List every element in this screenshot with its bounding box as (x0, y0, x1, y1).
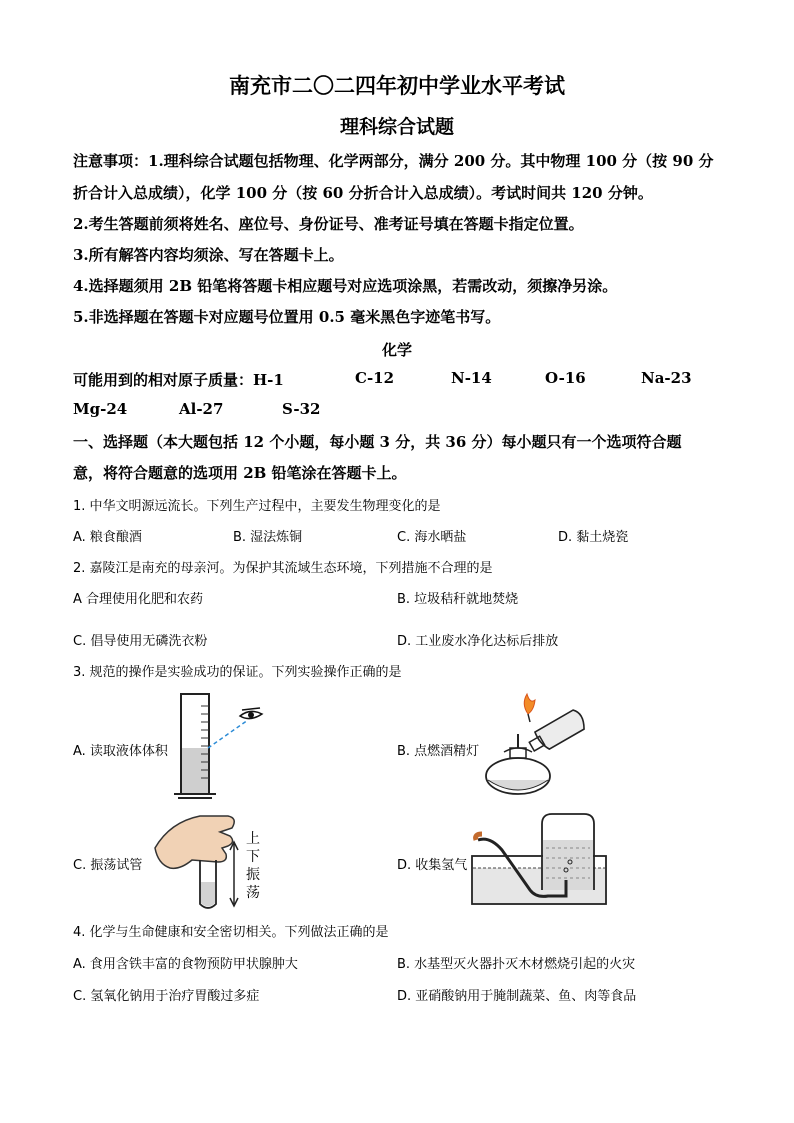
exam-title: 南充市二〇二四年初中学业水平考试 (229, 73, 565, 98)
q1-option-b[interactable]: B. 湿法炼铜 (233, 530, 303, 545)
q2-option-c[interactable]: C. 倡导使用无磷洗衣粉 (73, 634, 208, 649)
shake-label-up: 上 (246, 831, 260, 847)
atomic-mass-al: Al-27 (179, 400, 224, 418)
exam-subtitle: 理科综合试题 (339, 116, 454, 138)
q3-stem: 3. 规范的操作是实验成功的保证。下列实验操作正确的是 (73, 665, 402, 680)
atomic-mass-mg: Mg-24 (73, 400, 128, 418)
atomic-mass-label: 可能用到的相对原子质量：H-1 (73, 371, 284, 389)
notes-line-5: 4.选择题须用 2B 铅笔将答题卡相应题号对应选项涂黑，若需改动，须擦净另涂。 (73, 277, 618, 295)
part1-instructions-2: 意，将符合题意的选项用 2B 铅笔涂在答题卡上。 (73, 464, 407, 482)
figure-read-liquid-volume (170, 688, 280, 803)
q1-option-d[interactable]: D. 黏土烧瓷 (558, 530, 629, 545)
notes-line-3: 2.考生答题前须将姓名、座位号、身份证号、准考证号填在答题卡指定位置。 (73, 215, 584, 233)
figure-light-alcohol-lamp (478, 688, 598, 800)
shake-label-down: 下 (246, 849, 260, 865)
q2-option-d[interactable]: D. 工业废水净化达标后排放 (397, 634, 559, 649)
q1-option-a[interactable]: A. 粮食酿酒 (73, 530, 142, 545)
shake-label-swing: 荡 (246, 885, 260, 901)
q3-option-b[interactable]: B. 点燃酒精灯 (397, 744, 480, 759)
atomic-mass-na: Na-23 (641, 369, 692, 387)
atomic-mass-o: O-16 (545, 369, 586, 387)
q4-option-c[interactable]: C. 氢氧化钠用于治疗胃酸过多症 (73, 989, 260, 1004)
eye-icon (240, 708, 262, 719)
notes-line-4: 3.所有解答内容均须涂、写在答题卡上。 (73, 246, 344, 264)
q1-option-c[interactable]: C. 海水晒盐 (397, 530, 467, 545)
figure-shake-test-tube (150, 808, 280, 913)
q2-option-a[interactable]: A 合理使用化肥和农药 (73, 592, 204, 607)
q4-option-d[interactable]: D. 亚硝酸钠用于腌制蔬菜、鱼、肉等食品 (397, 989, 637, 1004)
atomic-mass-c: C-12 (355, 369, 395, 387)
q2-stem: 2. 嘉陵江是南充的母亲河。为保护其流域生态环境，下列措施不合理的是 (73, 561, 493, 576)
shake-label-vibrate: 振 (246, 867, 260, 883)
notes-line-1: 注意事项：1.理科综合试题包括物理、化学两部分，满分 200 分。其中物理 100 分（按 90 分 (73, 152, 714, 170)
q3-option-c[interactable]: C. 振荡试管 (73, 858, 143, 873)
figure-collect-hydrogen (470, 810, 610, 910)
q2-option-b[interactable]: B. 垃圾秸秆就地焚烧 (397, 592, 519, 607)
q3-option-d[interactable]: D. 收集氢气 (397, 858, 468, 873)
section-title: 化学 (381, 341, 412, 359)
q4-stem: 4. 化学与生命健康和安全密切相关。下列做法正确的是 (73, 925, 389, 940)
notes-line-2: 折合计入总成绩），化学 100 分（按 60 分折合计入总成绩）。考试时间共 120 分钟。 (73, 184, 653, 202)
q3-option-a[interactable]: A. 读取液体体积 (73, 744, 168, 759)
part1-instructions-1: 一、选择题（本大题包括 12 个小题，每小题 3 分，共 36 分）每小题只有一个选项符合题 (73, 433, 682, 451)
q4-option-a[interactable]: A. 食用含铁丰富的食物预防甲状腺肿大 (73, 957, 298, 972)
atomic-mass-s: S-32 (282, 400, 321, 418)
notes-line-6: 5.非选择题在答题卡对应题号位置用 0.5 毫米黑色字迹笔书写。 (73, 308, 501, 326)
q4-option-b[interactable]: B. 水基型灭火器扑灭木材燃烧引起的火灾 (397, 957, 636, 972)
atomic-mass-n: N-14 (451, 369, 492, 387)
q1-stem: 1. 中华文明源远流长。下列生产过程中，主要发生物理变化的是 (73, 499, 441, 514)
